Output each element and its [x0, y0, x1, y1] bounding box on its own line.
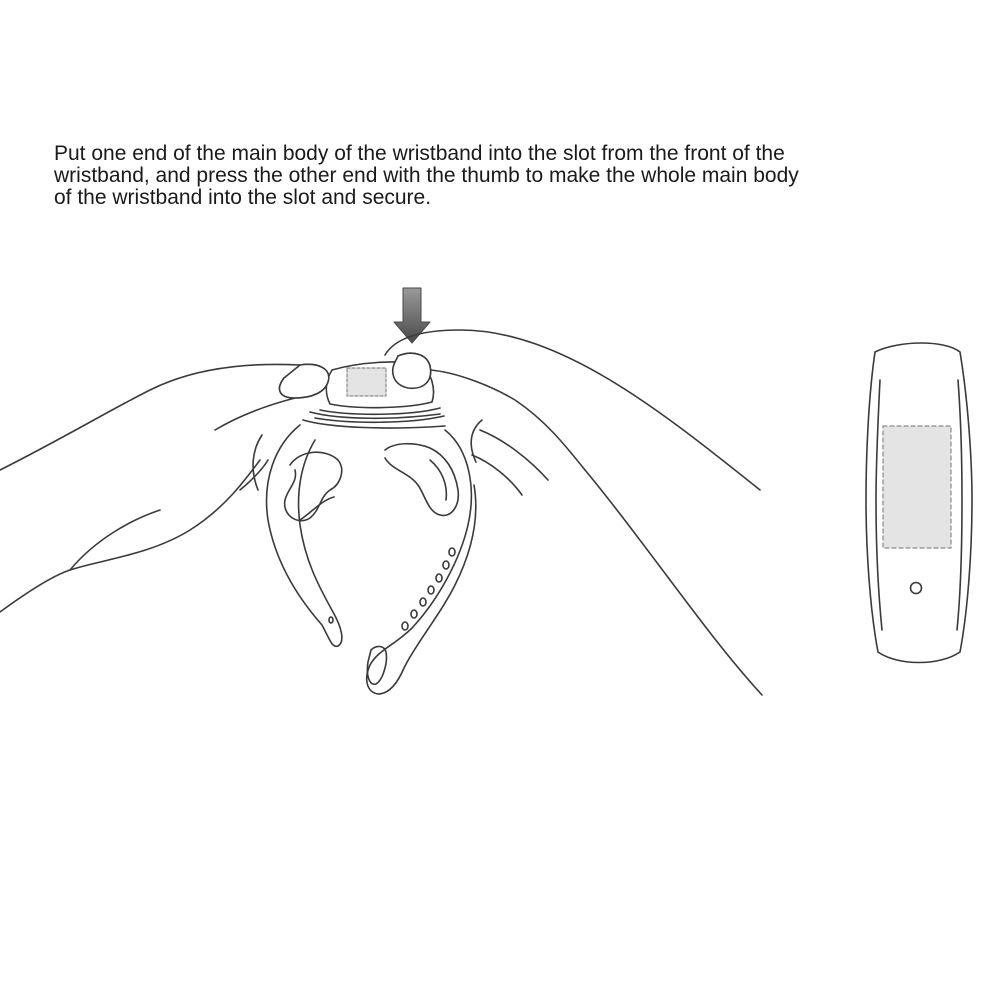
instruction-line-1: Put one end of the main body of the wristband into the slot from the front of the: [54, 142, 785, 165]
tracker-capsule-illustration: [280, 353, 444, 422]
right-hand-illustration: [385, 330, 762, 695]
wristband-strap-illustration: [267, 412, 476, 694]
press-down-arrow-icon: [394, 288, 430, 343]
tracker-button-icon: [911, 583, 922, 594]
instruction-line-3: of the wristband into the slot and secure.: [54, 186, 432, 209]
left-hand-illustration: [0, 364, 329, 612]
instruction-line-2: wristband, and press the other end with the thumb to make the whole main body: [54, 164, 799, 187]
tracker-front-view-illustration: [866, 343, 972, 663]
